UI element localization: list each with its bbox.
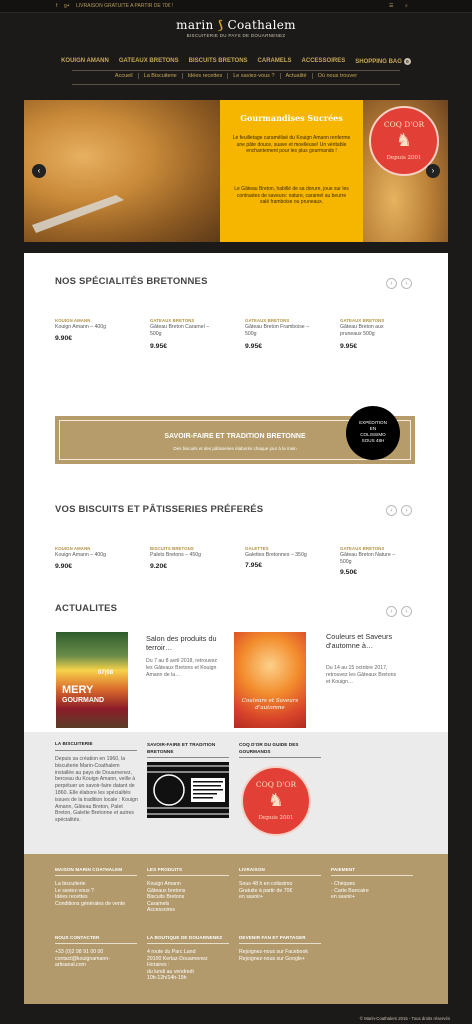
slide-title: Gourmandises Sucrées	[240, 113, 343, 123]
nav-divider-bottom	[72, 84, 400, 85]
logo-mark-icon: ⟆	[217, 18, 224, 32]
heading-rule	[55, 750, 137, 751]
footer-facebook-link[interactable]: Rejoignez-nous sur Facebook	[239, 949, 308, 955]
footer-heading: DEVENIR FAN ET PARTAGER	[239, 935, 306, 940]
rooster-icon: ♞	[267, 790, 285, 811]
product-price: 9.90€	[55, 562, 73, 570]
footer-text: - Chèques	[331, 881, 355, 887]
product-price: 9.50€	[340, 568, 358, 576]
nav-shopping-bag-label: SHOPPING BAG	[355, 59, 402, 65]
footer-link[interactable]: Gâteaux bretons	[147, 887, 186, 894]
product-name[interactable]: Kouign Amann – 400g	[55, 552, 107, 558]
banner-subtitle: Des biscuits et des pâtisseries élaborés chaque jour à la main	[173, 446, 297, 451]
main-content	[24, 253, 448, 732]
footer-text: 29100 Kerlaz-Douarnenez	[147, 955, 208, 962]
footer-email[interactable]: artisanal.com	[55, 962, 86, 969]
footer-text: - Carte Bancaire	[331, 887, 369, 894]
coq-dor-badge-footer	[241, 766, 311, 836]
footer-heading: MAISON MARIN COATHALEM	[55, 867, 123, 872]
footer-links	[331, 881, 416, 901]
subnav-accueil[interactable]: Accueil	[110, 73, 139, 79]
section-title-actualites: ACTUALITES	[55, 603, 118, 614]
footer-rule	[331, 875, 413, 876]
product-card[interactable]	[55, 318, 135, 342]
subnav-saviez-vous[interactable]: Le saviez-vous ?	[228, 73, 280, 79]
specialites-next-icon[interactable]: ›	[401, 278, 412, 289]
subnav-idees-recettes[interactable]: Idées recettes	[183, 73, 229, 79]
logo-right: Coathalem	[227, 18, 296, 32]
expedition-line: EXPÉDITION	[359, 420, 387, 425]
product-category: KOUIGN AMANN	[55, 546, 91, 551]
bag-count-badge: 0	[404, 58, 411, 65]
footer-email[interactable]: contact@kouignamann-	[55, 955, 110, 962]
savoir-faire-logo	[147, 762, 229, 818]
footer-link[interactable]: en savoir+	[331, 894, 356, 901]
footer-social	[239, 949, 329, 962]
slider-prev-arrow-icon[interactable]: ‹	[32, 164, 46, 178]
footer-link[interactable]: La biscuiterie	[55, 881, 86, 887]
subnav-biscuiterie[interactable]: La Biscuiterie	[139, 73, 183, 79]
copyright: © Marin-Coathalem 2015 - Tous droits réservés	[359, 1016, 450, 1021]
top-bar	[0, 0, 472, 13]
footer-text: 4 route du Parc Land	[147, 949, 196, 955]
footer-link[interactable]: Conditions générales de vente	[55, 900, 126, 907]
footer-link[interactable]: Caramels	[147, 900, 170, 907]
footer-heading: LA BOUTIQUE DE DOUARNENEZ	[147, 935, 223, 940]
product-category: GATEAUX BRETONS	[245, 318, 290, 323]
footer-link[interactable]: Le saviez-vous ?	[55, 887, 94, 894]
logo[interactable]	[0, 18, 472, 32]
logo-left: marin	[176, 18, 214, 32]
footer-rule	[239, 875, 321, 876]
news-image-text: d'automne	[255, 705, 285, 711]
nav-biscuits-bretons[interactable]: BISCUITS BRETONS	[188, 58, 248, 64]
product-price: 9.95€	[340, 342, 358, 350]
hero-slider	[24, 100, 448, 242]
product-card[interactable]	[150, 546, 230, 570]
footer-text: du lundi au vendredi	[147, 968, 194, 975]
subnav-ou-nous-trouver[interactable]: Où nous trouver	[317, 73, 358, 79]
footer-google-link[interactable]: Rejoignez-nous sur Google+	[239, 955, 305, 962]
product-name[interactable]: Kouign Amann – 400g	[55, 324, 107, 330]
product-category: GATEAUX BRETONS	[340, 318, 385, 323]
slide-image-kouign-amann	[24, 100, 220, 242]
footer-text: 10h-12h/14h-19h	[147, 975, 187, 982]
banner-title: SAVOIR-FAIRE ET TRADITION BRETONNE	[164, 433, 306, 440]
footer-heading: PAIEMENT	[331, 867, 356, 872]
biscuits-prev-icon[interactable]: ‹	[386, 505, 397, 516]
footer-rule	[147, 943, 229, 944]
news-image-text: MERY	[62, 684, 94, 696]
product-name[interactable]: Galettes Bretonnes – 350g	[245, 552, 307, 558]
product-category: KOUIGN AMANN	[55, 318, 91, 323]
news-image-date: 07|08	[98, 670, 114, 676]
product-price: 9.95€	[150, 342, 168, 350]
expedition-badge	[346, 406, 400, 460]
rooster-icon: ♞	[395, 130, 413, 151]
footer-contact	[55, 949, 140, 969]
menu-icon[interactable]: ☰	[389, 3, 394, 9]
product-name[interactable]: Gâteau Breton Caramel – 500g	[150, 324, 210, 337]
search-icon[interactable]: ⌕	[405, 3, 408, 9]
section-title-biscuits: VOS BISCUITS ET PÂTISSERIES PRÉFERÉS	[55, 504, 264, 515]
product-card[interactable]	[245, 318, 325, 350]
slide-text-panel	[220, 100, 363, 242]
coq-dor-badge-bottom: Depuis 2001	[386, 155, 422, 161]
coq-dor-badge-top: COQ D'OR	[255, 780, 297, 789]
product-category: GATEAUX BRETONS	[340, 546, 385, 551]
product-price: 9.20€	[150, 562, 168, 570]
news-excerpt: Du 14 au 15 octobre 2017, retrouvez les Gâteaux Bretons et Kouign…	[326, 665, 397, 685]
footer-rule	[147, 875, 229, 876]
slider-next-arrow-icon[interactable]: ›	[426, 164, 440, 178]
product-card[interactable]	[55, 546, 135, 570]
specialites-prev-icon[interactable]: ‹	[386, 278, 397, 289]
sub-nav	[0, 73, 472, 79]
info-band	[24, 732, 448, 854]
footer-text: Horaires :	[147, 962, 170, 969]
news-excerpt: Du 7 au 8 avril 2018, retrouvez les Gâteaux Bretons et Kouign Amann de la…	[146, 658, 217, 678]
product-price: 9.90€	[55, 334, 73, 342]
biscuiterie-heading: LA BISCUITERIE	[55, 741, 93, 746]
biscuiterie-text: Depuis sa création en 1960, la biscuiterie Marin-Coathalem installée au pays de Douarnenez, berceau du Kouign Amann, veille à perpétuer un savoir-faire datant de 1860. Elle élabore les spécialités issues de la tradition locale : Kouign Amann, Gâteau Breton, Palet Breton, Galette Bretonne et autres spécialités.	[55, 756, 138, 824]
product-card[interactable]	[245, 546, 325, 569]
actualites-next-icon[interactable]: ›	[401, 606, 412, 617]
news-image-salon[interactable]	[56, 632, 128, 728]
footer-rule	[239, 943, 321, 944]
product-name[interactable]: Gâteau Breton Framboise – 500g	[245, 324, 310, 337]
product-category: GATEAUX BRETONS	[150, 318, 195, 323]
footer-link[interactable]: Kouign Amann	[147, 881, 181, 887]
news-title[interactable]: Couleurs et Saveurs d'automne à…	[326, 632, 393, 650]
footer-heading: LIVRAISON	[239, 867, 265, 872]
coq-dor-badge-bottom: Depuis 2001	[258, 815, 294, 821]
footer-links	[239, 881, 324, 901]
subnav-actualite[interactable]: Actualité	[281, 73, 313, 79]
knife-shape	[24, 100, 220, 242]
nav-kouign-amann[interactable]: KOUIGN AMANN	[61, 58, 109, 64]
biscuits-next-icon[interactable]: ›	[401, 505, 412, 516]
footer-rule	[55, 875, 137, 876]
savoir-faire-heading: SAVOIR-FAIRE ET TRADITION BRETONNE	[147, 742, 216, 754]
news-title[interactable]: Salon des produits du terroir…	[146, 634, 217, 652]
product-name[interactable]: Palets Bretons – 450g	[150, 552, 202, 558]
footer-link[interactable]: Biscuits Bretons	[147, 894, 185, 901]
footer-links	[147, 881, 232, 914]
footer-shop-address	[147, 949, 232, 982]
product-price: 7.95€	[245, 561, 263, 569]
slide-paragraph-1: Le feuilletage caramélisé du Kouign Amann renferme une pâte douce, suave et moelleuse! Un véritable enchantement pour les plus gourmands !	[232, 135, 351, 154]
news-image-text: Couleurs et Saveurs	[241, 698, 299, 704]
news-image-text: GOURMAND	[62, 697, 104, 704]
facebook-icon[interactable]: f	[56, 3, 58, 9]
footer-rule	[55, 943, 137, 944]
nav-divider-top	[72, 70, 400, 71]
footer	[24, 854, 448, 1004]
product-card[interactable]	[340, 546, 420, 576]
main-nav	[0, 58, 472, 70]
footer-link[interactable]: en savoir+	[239, 894, 264, 901]
product-category: BISCUITS BRETONS	[150, 546, 194, 551]
footer-links	[55, 881, 140, 907]
footer-phone[interactable]: +33 (0)2 98 91 00 00	[55, 949, 104, 955]
expedition-line: SOUS 48H	[361, 438, 385, 443]
section-title-specialites: NOS SPÉCIALITÉS BRETONNES	[55, 276, 208, 287]
nav-gateaux-bretons[interactable]: GATEAUX BRETONS	[118, 58, 179, 64]
coq-dor-heading: COQ D'OR DU GUIDE DES GOURMANDS	[239, 742, 299, 754]
product-card[interactable]	[150, 318, 230, 350]
footer-link[interactable]: Idées recettes	[55, 894, 88, 901]
nav-shopping-bag[interactable]	[355, 58, 411, 70]
nav-caramels[interactable]: CARAMELS	[257, 58, 292, 64]
footer-heading: LES PRODUITS	[147, 867, 183, 872]
google-plus-icon[interactable]: g+	[64, 3, 70, 9]
coq-dor-badge-top: COQ D'OR	[383, 120, 425, 129]
expedition-line: COLISSIMO	[360, 432, 386, 437]
footer-text: Gratuite à partir de 70€	[239, 887, 293, 894]
heading-rule	[147, 757, 229, 758]
slide-paragraph-2: Le Gâteau Breton, habillé de sa dorure, joue sur les contrastes de saveurs: nature, caramel au beurre salé framboise ou pruneaux.	[234, 186, 349, 205]
footer-text: Sous 48 h en colissimo	[239, 881, 293, 887]
footer-heading: NOUS CONTACTER	[55, 935, 100, 940]
product-name[interactable]: Gâteau Breton aux pruneaux 500g	[340, 324, 384, 337]
promo-text: LIVRAISON GRATUITE A PARTIR DE 70€ !	[76, 3, 174, 9]
nav-accessoires[interactable]: ACCESSOIRES	[301, 58, 346, 64]
news-image-couleurs[interactable]	[234, 632, 306, 728]
actualites-prev-icon[interactable]: ‹	[386, 606, 397, 617]
heading-rule	[239, 757, 321, 758]
brand-subtitle: BISCUITERIE DU PAYS DE DOUARNENEZ	[186, 33, 286, 38]
expedition-line: EN	[369, 426, 377, 431]
product-name[interactable]: Gâteau Breton Nature – 500g	[340, 552, 396, 565]
footer-link[interactable]: Accessoires	[147, 907, 175, 914]
product-category: GALETTES	[245, 546, 269, 551]
product-card[interactable]	[340, 318, 420, 350]
product-price: 9.95€	[245, 342, 263, 350]
